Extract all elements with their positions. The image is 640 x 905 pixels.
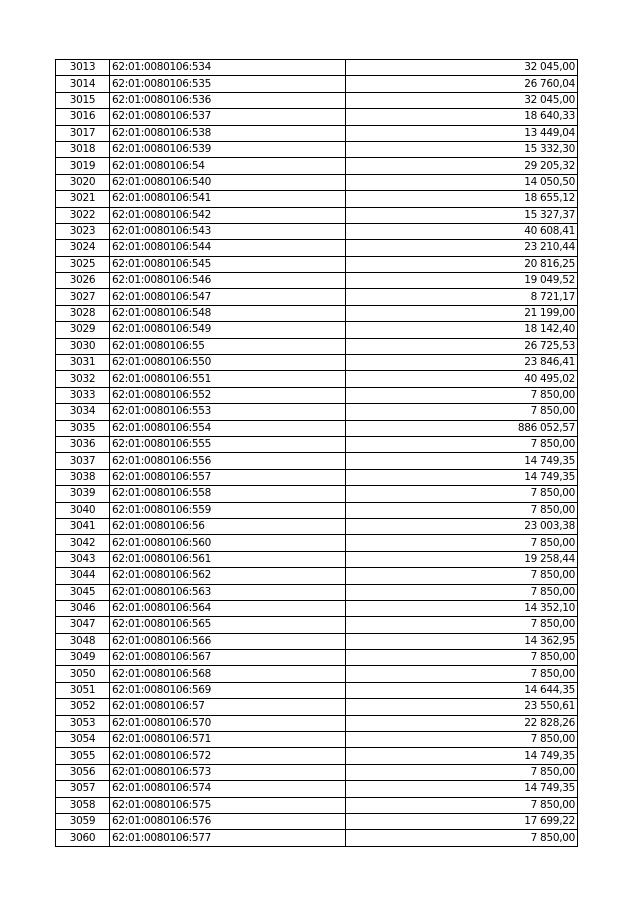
- row-number-cell: 3058: [56, 797, 110, 813]
- table-row: [56, 436, 578, 452]
- cadastral-value-cell: 8 721,17: [346, 289, 578, 305]
- row-number-cell: 3021: [56, 191, 110, 207]
- row-number-cell: 3057: [56, 781, 110, 797]
- table-body: [56, 60, 578, 847]
- table-row: [56, 764, 578, 780]
- cadastral-value-cell: 13 449,04: [346, 125, 578, 141]
- row-number-cell: 3051: [56, 682, 110, 698]
- row-number-cell: 3046: [56, 600, 110, 616]
- cadastral-number-cell: 62:01:0080106:571: [110, 732, 346, 748]
- row-number-cell: 3033: [56, 387, 110, 403]
- cadastral-value-cell: 23 210,44: [346, 240, 578, 256]
- cadastral-value-cell: 7 850,00: [346, 404, 578, 420]
- cadastral-value-cell: 40 495,02: [346, 371, 578, 387]
- table-row: [56, 568, 578, 584]
- cadastral-value-cell: 26 760,04: [346, 76, 578, 92]
- cadastral-value-cell: 14 749,35: [346, 748, 578, 764]
- table-row: [56, 633, 578, 649]
- cadastral-value-cell: 7 850,00: [346, 568, 578, 584]
- table-row: [56, 158, 578, 174]
- row-number-cell: 3013: [56, 60, 110, 76]
- table-row: [56, 486, 578, 502]
- cadastral-value-cell: 7 850,00: [346, 387, 578, 403]
- table-row: [56, 60, 578, 76]
- cadastral-value-cell: 7 850,00: [346, 535, 578, 551]
- table-row: [56, 256, 578, 272]
- cadastral-number-cell: 62:01:0080106:552: [110, 387, 346, 403]
- cadastral-number-cell: 62:01:0080106:573: [110, 764, 346, 780]
- cadastral-value-table: [55, 59, 578, 847]
- cadastral-value-cell: 7 850,00: [346, 732, 578, 748]
- row-number-cell: 3041: [56, 518, 110, 534]
- cadastral-number-cell: 62:01:0080106:543: [110, 223, 346, 239]
- table-row: [56, 174, 578, 190]
- row-number-cell: 3029: [56, 322, 110, 338]
- cadastral-number-cell: 62:01:0080106:557: [110, 469, 346, 485]
- row-number-cell: 3045: [56, 584, 110, 600]
- row-number-cell: 3048: [56, 633, 110, 649]
- table-row: [56, 420, 578, 436]
- table-row: [56, 699, 578, 715]
- row-number-cell: 3049: [56, 650, 110, 666]
- cadastral-number-cell: 62:01:0080106:545: [110, 256, 346, 272]
- table-row: [56, 273, 578, 289]
- row-number-cell: 3017: [56, 125, 110, 141]
- table-row: [56, 404, 578, 420]
- table-row: [56, 125, 578, 141]
- cadastral-number-cell: 62:01:0080106:569: [110, 682, 346, 698]
- cadastral-number-cell: 62:01:0080106:561: [110, 551, 346, 567]
- cadastral-number-cell: 62:01:0080106:547: [110, 289, 346, 305]
- table-row: [56, 666, 578, 682]
- cadastral-value-cell: 19 049,52: [346, 273, 578, 289]
- row-number-cell: 3031: [56, 355, 110, 371]
- cadastral-number-cell: 62:01:0080106:563: [110, 584, 346, 600]
- row-number-cell: 3042: [56, 535, 110, 551]
- cadastral-number-cell: 62:01:0080106:540: [110, 174, 346, 190]
- row-number-cell: 3014: [56, 76, 110, 92]
- row-number-cell: 3024: [56, 240, 110, 256]
- table-row: [56, 781, 578, 797]
- row-number-cell: 3047: [56, 617, 110, 633]
- table-row: [56, 813, 578, 829]
- cadastral-value-cell: 7 850,00: [346, 584, 578, 600]
- cadastral-value-cell: 18 655,12: [346, 191, 578, 207]
- cadastral-value-cell: 7 850,00: [346, 764, 578, 780]
- row-number-cell: 3032: [56, 371, 110, 387]
- cadastral-number-cell: 62:01:0080106:549: [110, 322, 346, 338]
- cadastral-number-cell: 62:01:0080106:574: [110, 781, 346, 797]
- table-row: [56, 322, 578, 338]
- cadastral-number-cell: 62:01:0080106:537: [110, 109, 346, 125]
- row-number-cell: 3016: [56, 109, 110, 125]
- cadastral-number-cell: 62:01:0080106:550: [110, 355, 346, 371]
- table-row: [56, 797, 578, 813]
- cadastral-number-cell: 62:01:0080106:577: [110, 830, 346, 846]
- cadastral-value-cell: 29 205,32: [346, 158, 578, 174]
- cadastral-value-cell: 40 608,41: [346, 223, 578, 239]
- row-number-cell: 3053: [56, 715, 110, 731]
- row-number-cell: 3022: [56, 207, 110, 223]
- table-row: [56, 289, 578, 305]
- cadastral-number-cell: 62:01:0080106:542: [110, 207, 346, 223]
- table-row: [56, 76, 578, 92]
- table-row: [56, 715, 578, 731]
- cadastral-number-cell: 62:01:0080106:570: [110, 715, 346, 731]
- cadastral-value-cell: 21 199,00: [346, 305, 578, 321]
- table-row: [56, 453, 578, 469]
- cadastral-number-cell: 62:01:0080106:551: [110, 371, 346, 387]
- row-number-cell: 3019: [56, 158, 110, 174]
- table-row: [56, 191, 578, 207]
- table-row: [56, 518, 578, 534]
- cadastral-value-cell: 26 725,53: [346, 338, 578, 354]
- cadastral-value-cell: 7 850,00: [346, 797, 578, 813]
- cadastral-number-cell: 62:01:0080106:576: [110, 813, 346, 829]
- cadastral-value-cell: 14 352,10: [346, 600, 578, 616]
- cadastral-value-cell: 14 362,95: [346, 633, 578, 649]
- cadastral-number-cell: 62:01:0080106:555: [110, 436, 346, 452]
- row-number-cell: 3040: [56, 502, 110, 518]
- cadastral-value-cell: 886 052,57: [346, 420, 578, 436]
- table-row: [56, 240, 578, 256]
- row-number-cell: 3055: [56, 748, 110, 764]
- cadastral-value-cell: 32 045,00: [346, 92, 578, 108]
- cadastral-number-cell: 62:01:0080106:567: [110, 650, 346, 666]
- table-row: [56, 338, 578, 354]
- table-row: [56, 469, 578, 485]
- cadastral-number-cell: 62:01:0080106:565: [110, 617, 346, 633]
- row-number-cell: 3056: [56, 764, 110, 780]
- table-row: [56, 141, 578, 157]
- cadastral-value-cell: 17 699,22: [346, 813, 578, 829]
- row-number-cell: 3018: [56, 141, 110, 157]
- cadastral-value-cell: 7 850,00: [346, 666, 578, 682]
- row-number-cell: 3026: [56, 273, 110, 289]
- row-number-cell: 3059: [56, 813, 110, 829]
- cadastral-number-cell: 62:01:0080106:558: [110, 486, 346, 502]
- row-number-cell: 3054: [56, 732, 110, 748]
- row-number-cell: 3020: [56, 174, 110, 190]
- cadastral-number-cell: 62:01:0080106:539: [110, 141, 346, 157]
- cadastral-value-cell: 14 644,35: [346, 682, 578, 698]
- cadastral-value-cell: 15 332,30: [346, 141, 578, 157]
- cadastral-value-cell: 7 850,00: [346, 436, 578, 452]
- cadastral-number-cell: 62:01:0080106:564: [110, 600, 346, 616]
- cadastral-number-cell: 62:01:0080106:57: [110, 699, 346, 715]
- cadastral-number-cell: 62:01:0080106:56: [110, 518, 346, 534]
- cadastral-number-cell: 62:01:0080106:548: [110, 305, 346, 321]
- row-number-cell: 3027: [56, 289, 110, 305]
- cadastral-value-cell: 32 045,00: [346, 60, 578, 76]
- table-row: [56, 650, 578, 666]
- cadastral-value-cell: 7 850,00: [346, 650, 578, 666]
- row-number-cell: 3043: [56, 551, 110, 567]
- cadastral-value-cell: 19 258,44: [346, 551, 578, 567]
- table-row: [56, 207, 578, 223]
- cadastral-number-cell: 62:01:0080106:535: [110, 76, 346, 92]
- table-row: [56, 535, 578, 551]
- cadastral-number-cell: 62:01:0080106:560: [110, 535, 346, 551]
- table-row: [56, 830, 578, 846]
- cadastral-value-cell: 7 850,00: [346, 617, 578, 633]
- table-row: [56, 371, 578, 387]
- row-number-cell: 3015: [56, 92, 110, 108]
- cadastral-number-cell: 62:01:0080106:536: [110, 92, 346, 108]
- cadastral-value-cell: 7 850,00: [346, 830, 578, 846]
- cadastral-number-cell: 62:01:0080106:575: [110, 797, 346, 813]
- row-number-cell: 3044: [56, 568, 110, 584]
- cadastral-number-cell: 62:01:0080106:559: [110, 502, 346, 518]
- row-number-cell: 3038: [56, 469, 110, 485]
- cadastral-number-cell: 62:01:0080106:534: [110, 60, 346, 76]
- cadastral-number-cell: 62:01:0080106:556: [110, 453, 346, 469]
- row-number-cell: 3037: [56, 453, 110, 469]
- table-row: [56, 387, 578, 403]
- cadastral-number-cell: 62:01:0080106:538: [110, 125, 346, 141]
- cadastral-number-cell: 62:01:0080106:553: [110, 404, 346, 420]
- cadastral-value-cell: 23 003,38: [346, 518, 578, 534]
- row-number-cell: 3060: [56, 830, 110, 846]
- table-row: [56, 584, 578, 600]
- table-row: [56, 305, 578, 321]
- table-row: [56, 223, 578, 239]
- row-number-cell: 3028: [56, 305, 110, 321]
- table-row: [56, 502, 578, 518]
- row-number-cell: 3025: [56, 256, 110, 272]
- row-number-cell: 3023: [56, 223, 110, 239]
- cadastral-number-cell: 62:01:0080106:566: [110, 633, 346, 649]
- cadastral-value-cell: 14 749,35: [346, 781, 578, 797]
- cadastral-value-cell: 23 550,61: [346, 699, 578, 715]
- cadastral-number-cell: 62:01:0080106:572: [110, 748, 346, 764]
- cadastral-number-cell: 62:01:0080106:55: [110, 338, 346, 354]
- cadastral-value-cell: 14 749,35: [346, 469, 578, 485]
- row-number-cell: 3036: [56, 436, 110, 452]
- cadastral-value-cell: 14 050,50: [346, 174, 578, 190]
- cadastral-number-cell: 62:01:0080106:54: [110, 158, 346, 174]
- cadastral-value-cell: 14 749,35: [346, 453, 578, 469]
- cadastral-value-cell: 23 846,41: [346, 355, 578, 371]
- cadastral-value-cell: 20 816,25: [346, 256, 578, 272]
- table-row: [56, 109, 578, 125]
- row-number-cell: 3034: [56, 404, 110, 420]
- cadastral-number-cell: 62:01:0080106:562: [110, 568, 346, 584]
- row-number-cell: 3050: [56, 666, 110, 682]
- row-number-cell: 3052: [56, 699, 110, 715]
- table-row: [56, 732, 578, 748]
- table-row: [56, 600, 578, 616]
- table-row: [56, 617, 578, 633]
- row-number-cell: 3035: [56, 420, 110, 436]
- table-row: [56, 748, 578, 764]
- table-row: [56, 355, 578, 371]
- cadastral-number-cell: 62:01:0080106:544: [110, 240, 346, 256]
- row-number-cell: 3030: [56, 338, 110, 354]
- cadastral-number-cell: 62:01:0080106:546: [110, 273, 346, 289]
- table-row: [56, 682, 578, 698]
- cadastral-value-cell: 18 640,33: [346, 109, 578, 125]
- cadastral-value-cell: 7 850,00: [346, 486, 578, 502]
- table-row: [56, 92, 578, 108]
- cadastral-number-cell: 62:01:0080106:568: [110, 666, 346, 682]
- cadastral-number-cell: 62:01:0080106:541: [110, 191, 346, 207]
- cadastral-value-cell: 7 850,00: [346, 502, 578, 518]
- cadastral-value-cell: 15 327,37: [346, 207, 578, 223]
- table-row: [56, 551, 578, 567]
- cadastral-value-cell: 22 828,26: [346, 715, 578, 731]
- cadastral-number-cell: 62:01:0080106:554: [110, 420, 346, 436]
- cadastral-value-cell: 18 142,40: [346, 322, 578, 338]
- row-number-cell: 3039: [56, 486, 110, 502]
